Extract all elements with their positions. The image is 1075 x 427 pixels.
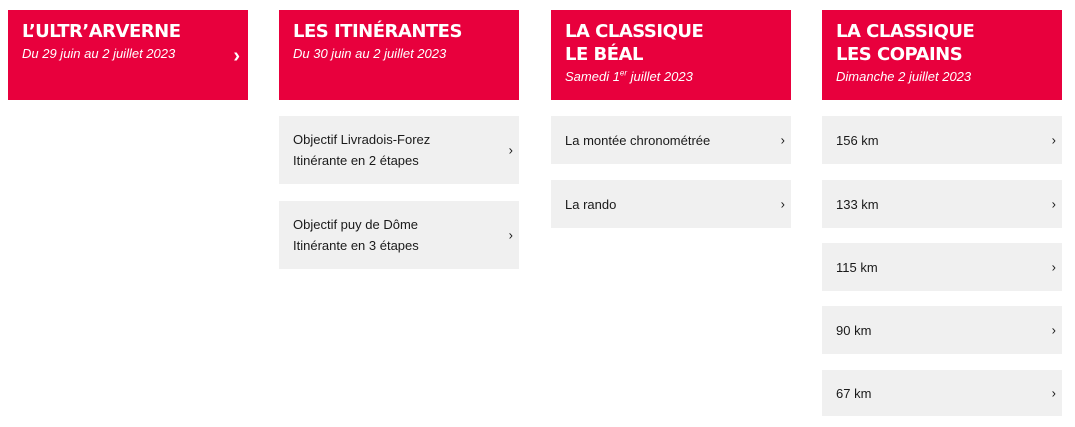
event-title — [565, 20, 777, 66]
route-item-label — [836, 257, 878, 278]
chevron-right-icon: › — [1051, 259, 1056, 275]
chevron-right-icon: › — [780, 132, 785, 148]
route-item-156km[interactable] — [822, 116, 1062, 164]
route-item-label — [836, 130, 879, 151]
route-item-133km[interactable] — [822, 180, 1062, 228]
event-column-classique-copains — [822, 10, 1062, 401]
event-title — [293, 20, 505, 43]
route-item-label — [836, 194, 879, 215]
event-date: Du 30 juin au 2 juillet 2023 — [293, 46, 447, 61]
route-item-line: La rando — [565, 196, 617, 212]
route-item-115km[interactable] — [822, 243, 1062, 291]
event-title-line: L’ULTR’ARVERNE — [22, 21, 181, 42]
route-item-line: Objectif Livradois-Forez — [293, 132, 431, 147]
event-column-itinerantes — [279, 10, 519, 253]
chevron-right-icon: › — [1051, 385, 1056, 401]
event-date — [565, 68, 777, 85]
event-title-line: LES ITINÉRANTES — [293, 21, 462, 42]
event-column-ultrarverne — [8, 10, 248, 100]
route-item-line: La montée chronométrée — [565, 132, 711, 148]
event-date: Du 29 juin au 2 juillet 2023 — [22, 46, 176, 61]
event-title-line: LA CLASSIQUE — [836, 21, 975, 42]
route-item-line: 67 km — [836, 385, 872, 401]
chevron-right-icon: › — [1051, 196, 1056, 212]
event-title-line: LE BÉAL — [565, 44, 643, 65]
route-item-label — [293, 214, 419, 256]
route-item-label — [836, 383, 871, 404]
event-column-classique-beal — [551, 10, 791, 212]
event-title — [22, 20, 234, 43]
route-item-line: 156 km — [836, 132, 879, 148]
event-date-prefix: Samedi 1 — [565, 69, 620, 84]
route-item-line: Objectif puy de Dôme — [293, 217, 419, 232]
chevron-right-icon: › — [1051, 322, 1056, 338]
route-item-montee-chronometree[interactable] — [551, 116, 791, 164]
chevron-right-icon: › — [508, 227, 513, 243]
route-item-line: Itinérante en 2 étapes — [293, 153, 419, 168]
chevron-right-icon: › — [1051, 132, 1056, 148]
route-item-label — [565, 130, 710, 151]
event-title-line: LES COPAINS — [836, 44, 963, 65]
event-card-ultrarverne[interactable] — [8, 10, 248, 100]
event-date: Dimanche 2 juillet 2023 — [836, 69, 972, 84]
route-item-line: Itinérante en 3 étapes — [293, 238, 419, 253]
event-date-sup: er — [619, 68, 628, 78]
event-card-itinerantes — [279, 10, 519, 100]
event-card-classique-beal — [551, 10, 791, 100]
chevron-right-icon: › — [780, 196, 785, 212]
event-card-classique-copains — [822, 10, 1062, 100]
route-item-67km[interactable] — [822, 370, 1062, 416]
route-item-label — [293, 129, 430, 171]
route-item-label — [565, 194, 616, 215]
event-date-suffix: juillet 2023 — [627, 69, 693, 84]
event-title — [836, 20, 1048, 66]
chevron-right-icon: › — [508, 142, 513, 158]
route-item-label — [836, 320, 871, 341]
route-item-puy-de-dome[interactable] — [279, 201, 519, 269]
route-item-line: 115 km — [836, 259, 878, 275]
route-item-line: 133 km — [836, 196, 879, 212]
chevron-right-icon[interactable]: › — [233, 45, 240, 67]
route-item-line: 90 km — [836, 322, 872, 338]
route-item-rando[interactable] — [551, 180, 791, 228]
route-item-90km[interactable] — [822, 306, 1062, 354]
route-item-livradois-forez[interactable] — [279, 116, 519, 184]
event-title-line: LA CLASSIQUE — [565, 21, 704, 42]
